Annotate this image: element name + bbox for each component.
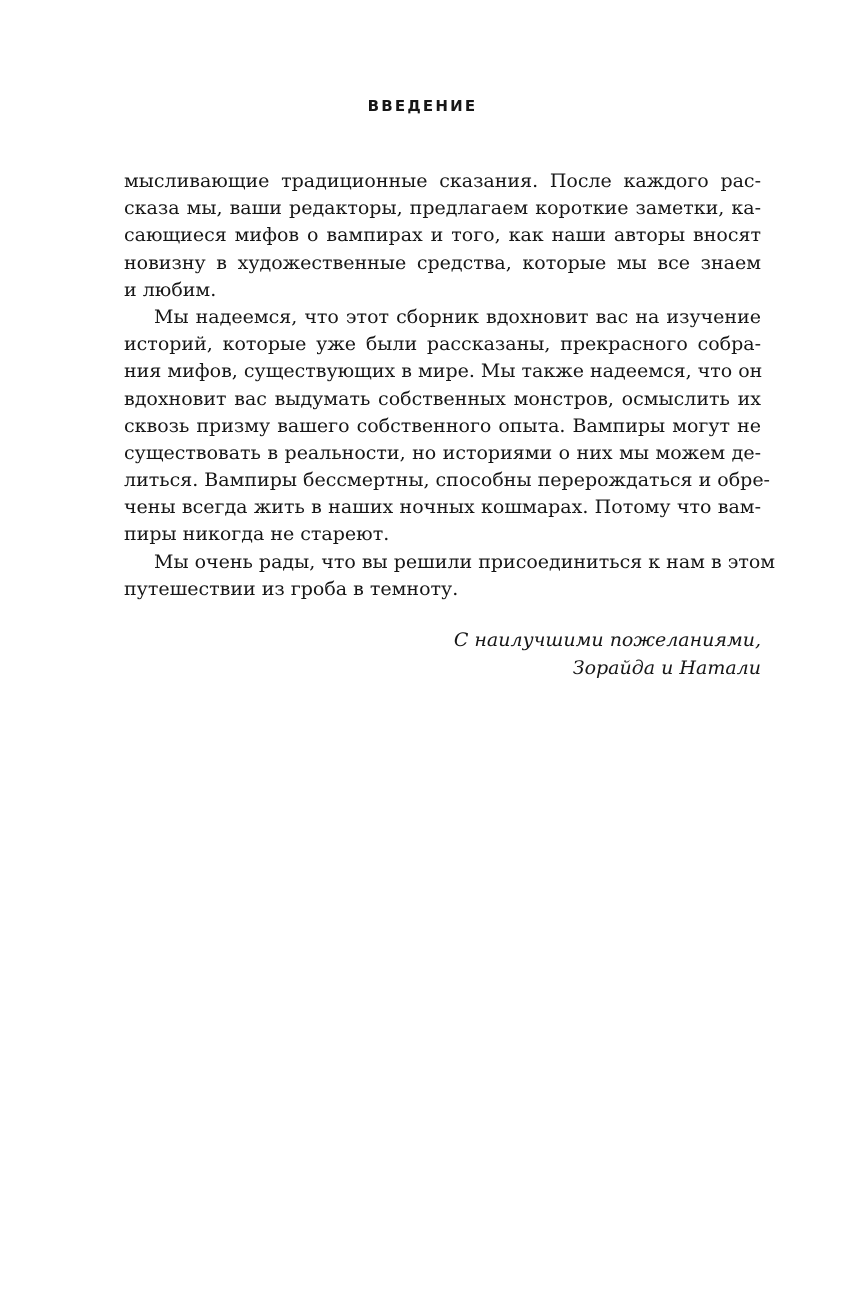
text-line: сающиеся мифов о вампирах и того, как наши авторы вносят (124, 224, 761, 247)
text-line: Мы надеемся, что этот сборник вдохновит вас на изучение (154, 305, 761, 328)
text-line: и любим. (124, 278, 217, 301)
signature (454, 626, 761, 682)
body-text (124, 168, 776, 603)
text-line: историй, которые уже были рассказаны, прекрасного собра- (124, 333, 761, 356)
text-line: сказа мы, ваши редакторы, предлагаем короткие заметки, ка- (124, 197, 761, 220)
text-line: чены всегда жить в наших ночных кошмарах. Потому что вам- (124, 496, 761, 519)
text-line: ния мифов, существующих в мире. Мы также надеемся, что он (124, 360, 763, 383)
text-line: вдохновит вас выдумать собственных монстров, осмыслить их (124, 387, 761, 410)
signature-names: Зорайда и Натали (572, 657, 761, 679)
text-line: пиры никогда не стареют. (124, 523, 390, 546)
text-line: литься. Вампиры бессмертны, способны перерождаться и обре- (124, 469, 770, 492)
text-line: мысливающие традиционные сказания. После каждого рас- (124, 170, 761, 192)
text-line: Мы очень рады, что вы решили присоединиться к нам в этом (154, 550, 776, 573)
signature-closing: С наилучшими пожеланиями, (453, 629, 761, 651)
text-line: новизну в художественные средства, которые мы все знаем (124, 251, 761, 274)
text-line: сквозь призму вашего собственного опыта. Вампиры могут не (124, 414, 761, 437)
text-line: существовать в реальности, но историями о них мы можем де- (124, 441, 761, 464)
text-line: путешествии из гроба в темноту. (124, 577, 459, 600)
page-title: ВВЕДЕНИЕ (367, 97, 478, 115)
